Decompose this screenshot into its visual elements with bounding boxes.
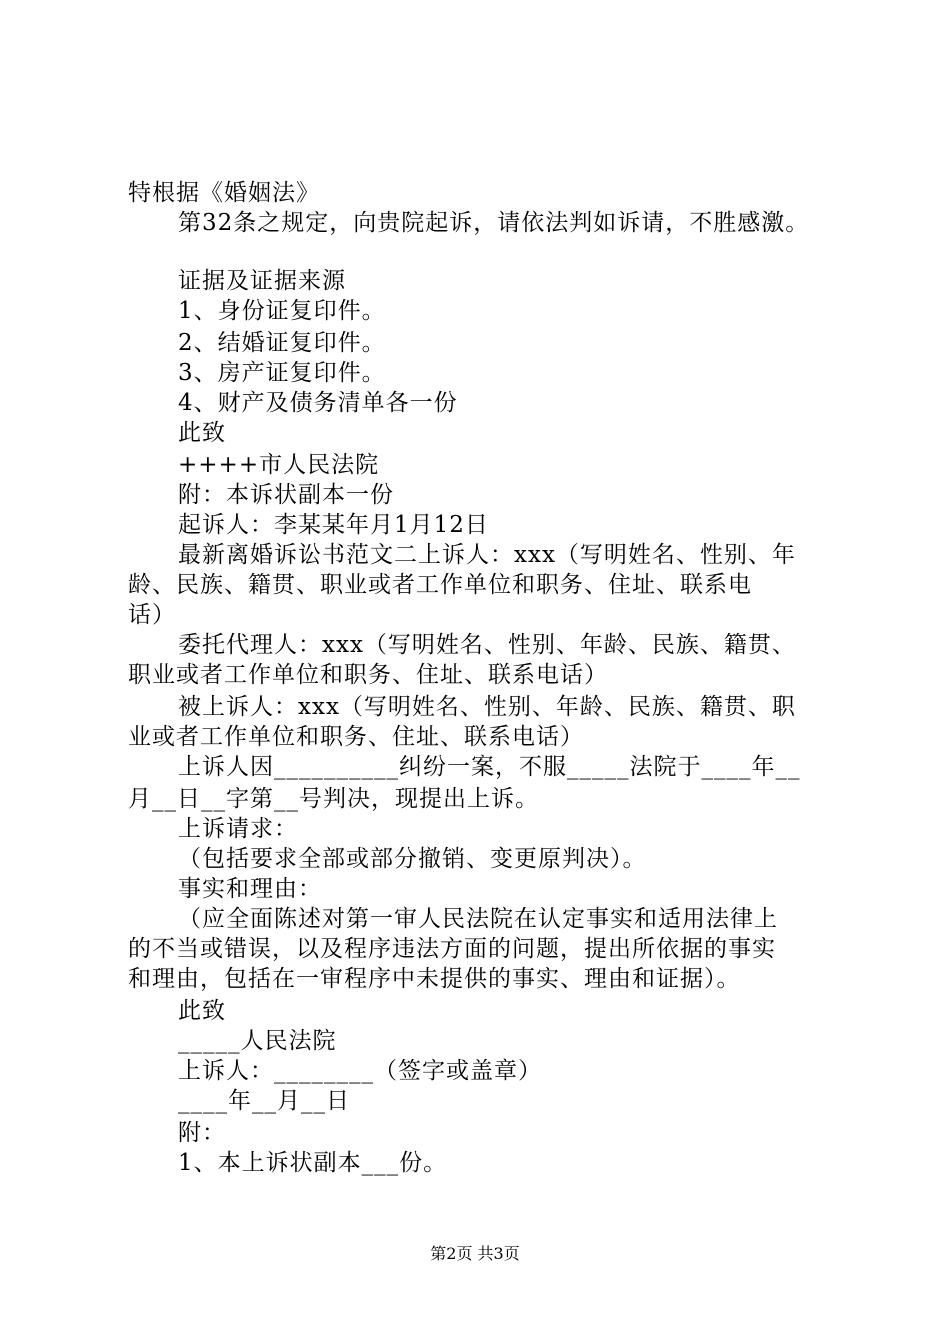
text-line: 被上诉人：xxx（写明姓名、性别、年龄、民族、籍贯、职 <box>178 694 796 720</box>
plaintiff-signature: 起诉人：李某某年月1月12日 <box>178 512 489 538</box>
text-line: （应全面陈述对第一审人民法院在认定事实和适用法律上 <box>178 906 778 932</box>
court-name: _____人民法院 <box>178 1028 337 1054</box>
text-line: 话） <box>128 602 176 628</box>
text-line: 月__日__字第__号判决，现提出上诉。 <box>128 786 539 812</box>
text-line: 委托代理人：xxx（写明姓名、性别、年龄、民族、籍贯、 <box>178 632 796 658</box>
text-line: （包括要求全部或部分撤销、变更原判决）。 <box>178 846 647 872</box>
list-item: 2、结婚证复印件。 <box>178 330 386 356</box>
text-line: 特根据《婚姻法》 <box>128 180 320 206</box>
text-line: 职业或者工作单位和职务、住址、联系电话） <box>128 662 608 688</box>
list-item: 1、身份证复印件。 <box>178 298 386 324</box>
text-line: 和理由，包括在一审程序中未提供的事实、理由和证据）。 <box>128 966 741 992</box>
salutation: 此致 <box>178 998 226 1024</box>
salutation: 此致 <box>178 420 226 446</box>
text-line: 第32条之规定，向贵院起诉，请依法判如诉请，不胜感激。 <box>178 210 810 236</box>
text-line: 上诉人因__________纠纷一案，不服_____法院于____年__ <box>178 754 801 780</box>
page-footer: 第2页 共3页 <box>430 1244 520 1263</box>
attachment-note: 附：本诉状副本一份 <box>178 482 394 508</box>
list-item: 3、房产证复印件。 <box>178 360 386 386</box>
appellant-signature: 上诉人：________（签字或盖章） <box>178 1058 542 1084</box>
list-item: 4、财产及债务清单各一份 <box>178 390 458 416</box>
text-line: 的不当或错误，以及程序违法方面的问题，提出所依据的事实 <box>128 936 776 962</box>
section-heading-facts: 事实和理由： <box>178 876 322 902</box>
court-name: ++++市人民法院 <box>178 452 380 478</box>
section-heading-evidence: 证据及证据来源 <box>178 268 346 294</box>
text-line: 最新离婚诉讼书范文二上诉人：xxx（写明姓名、性别、年 <box>178 542 796 568</box>
text-line: 龄、民族、籍贯、职业或者工作单位和职务、住址、联系电 <box>128 572 752 598</box>
attachment-heading: 附： <box>178 1120 226 1146</box>
date-line: ____年__月__日 <box>178 1088 350 1114</box>
section-heading-appeal-request: 上诉请求： <box>178 816 298 842</box>
text-line: 业或者工作单位和职务、住址、联系电话） <box>128 724 584 750</box>
list-item: 1、本上诉状副本___份。 <box>178 1150 448 1176</box>
